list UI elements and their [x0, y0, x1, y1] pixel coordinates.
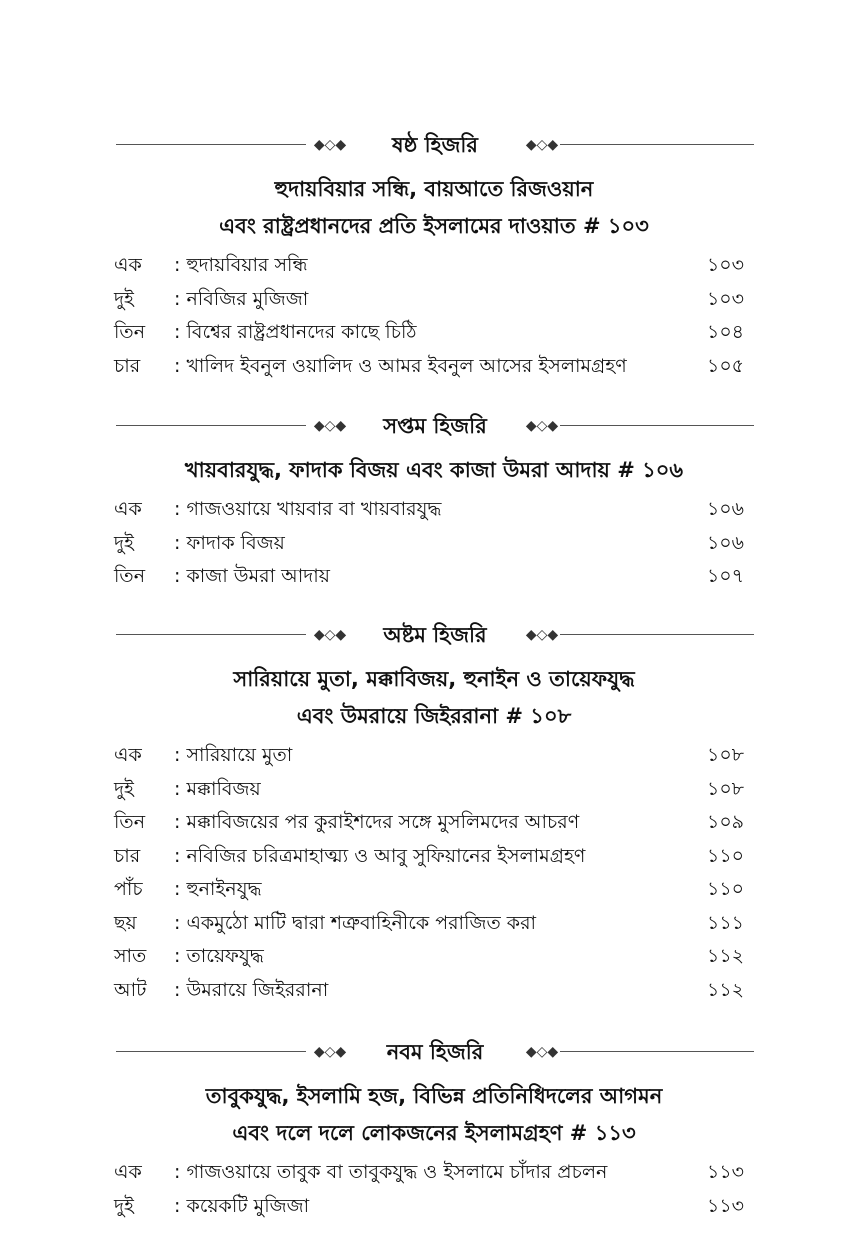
entry-number: এক	[114, 254, 142, 276]
section-seventh-hijri	[0, 410, 868, 594]
section-title: নবম হিজরি	[386, 1040, 484, 1064]
section-heading-line: সারিয়ায়ে মুতা, মক্কাবিজয়, হুনাইন ও তায়েফযুদ্ধ	[233, 667, 635, 691]
divider-rule-right	[560, 425, 754, 426]
section-divider	[0, 129, 868, 161]
entry-title: : তায়েফযুদ্ধ	[174, 945, 264, 967]
entry-title: : কাজা উমরা আদায়	[174, 565, 330, 587]
entry-title: : একমুঠো মাটি দ্বারা শত্রুবাহিনীকে পরাজিত করা	[174, 911, 537, 934]
section-heading-line: এবং দলে দলে লোকজনের ইসলামগ্রহণ # ১১৩	[232, 1121, 636, 1145]
toc-entry[interactable]	[0, 493, 868, 527]
entry-number: তিন	[114, 321, 146, 343]
entry-title: : নবিজির মুজিজা	[174, 287, 309, 310]
entry-number: তিন	[114, 565, 146, 587]
diamond-ornament-icon: ◆◇◆	[525, 418, 559, 434]
toc-entry[interactable]	[0, 873, 868, 907]
entry-title: : ফাদাক বিজয়	[174, 531, 285, 554]
divider-rule-right	[560, 634, 754, 635]
toc-entry[interactable]	[0, 739, 868, 773]
toc-entry[interactable]	[0, 316, 868, 350]
entry-title: : মক্কাবিজয়ের পর কুরাইশদের সঙ্গে মুসলিমদের আচরণ	[174, 811, 580, 833]
entry-title: : গাজওয়ায়ে খায়বার বা খায়বারযুদ্ধ	[174, 498, 442, 520]
entry-number: দুই	[114, 777, 134, 800]
section-divider	[0, 410, 868, 442]
entry-page: ১১২	[706, 945, 744, 967]
entry-title: : মক্কাবিজয়	[174, 777, 261, 800]
entry-title: : নবিজির চরিত্রমাহাত্ম্য ও আবু সুফিয়ানের ইসলামগ্রহণ	[174, 844, 586, 867]
diamond-ornament-icon: ◆◇◆	[525, 1044, 559, 1060]
toc-entry[interactable]	[0, 840, 868, 874]
entry-number: আট	[114, 978, 147, 1001]
toc-entry[interactable]	[0, 773, 868, 807]
entry-page: ১০৩	[706, 287, 744, 310]
divider-rule-left	[116, 1051, 306, 1052]
section-divider	[0, 619, 868, 651]
section-eighth-hijri	[0, 619, 868, 1007]
diamond-ornament-icon: ◆◇◆	[525, 137, 559, 153]
entry-page: ১১০	[706, 878, 744, 900]
section-heading-line: হুদায়বিয়ার সন্ধি, বায়আতে রিজওয়ান	[274, 177, 594, 201]
entry-title: : হুদায়বিয়ার সন্ধি	[174, 254, 308, 276]
entry-page: ১১০	[706, 844, 744, 867]
section-title: অষ্টম হিজরি	[383, 623, 487, 647]
entry-number: সাত	[114, 945, 147, 967]
entry-number: চার	[114, 844, 141, 867]
toc-entry[interactable]	[0, 1190, 868, 1224]
diamond-ornament-icon: ◆◇◆	[313, 418, 347, 434]
toc-entry[interactable]	[0, 1156, 868, 1190]
entry-page: ১০৬	[706, 531, 744, 554]
entry-number: এক	[114, 498, 142, 520]
entry-number: পাঁচ	[114, 878, 143, 900]
toc-entry[interactable]	[0, 974, 868, 1008]
entry-page: ১১৩	[706, 1161, 744, 1183]
entry-page: ১০৮	[706, 777, 744, 800]
section-divider	[0, 1036, 868, 1068]
divider-rule-left	[116, 144, 306, 145]
entry-page: ১০৯	[706, 811, 744, 833]
toc-entry[interactable]	[0, 283, 868, 317]
entry-number: দুই	[114, 531, 134, 554]
diamond-ornament-icon: ◆◇◆	[313, 627, 347, 643]
section-title: সপ্তম হিজরি	[383, 414, 487, 438]
toc-entry[interactable]	[0, 350, 868, 384]
section-heading-line: এবং রাষ্ট্রপ্রধানদের প্রতি ইসলামের দাওয়াত # ১০৩	[219, 214, 649, 238]
toc-entry[interactable]	[0, 249, 868, 283]
toc-entry[interactable]	[0, 527, 868, 561]
toc-entry[interactable]	[0, 560, 868, 594]
section-sixth-hijri	[0, 129, 868, 383]
entry-number: এক	[114, 1161, 142, 1183]
toc-entry[interactable]	[0, 806, 868, 840]
entry-page: ১০৪	[706, 321, 744, 343]
divider-rule-right	[560, 144, 754, 145]
entry-page: ১০৩	[706, 254, 744, 276]
entry-number: চার	[114, 354, 141, 377]
section-heading-line: খায়বারযুদ্ধ, ফাদাক বিজয় এবং কাজা উমরা আদায় # ১০৬	[184, 458, 684, 482]
entry-title: : খালিদ ইবনুল ওয়ালিদ ও আমর ইবনুল আসের ইসলামগ্রহণ	[174, 354, 627, 377]
divider-rule-left	[116, 634, 306, 635]
entry-title: : হুনাইনযুদ্ধ	[174, 878, 262, 900]
entry-title: : উমরায়ে জিইররানা	[174, 978, 329, 1001]
entry-title: : সারিয়ায়ে মুতা	[174, 744, 293, 766]
toc-entry[interactable]	[0, 940, 868, 974]
entry-page: ১১২	[706, 978, 744, 1001]
diamond-ornament-icon: ◆◇◆	[313, 1044, 347, 1060]
entry-page: ১০৭	[706, 565, 744, 587]
entry-number: দুই	[114, 287, 134, 310]
entry-page: ১১৩	[706, 1194, 744, 1217]
entry-page: ১০৫	[706, 354, 744, 377]
entry-page: ১০৬	[706, 498, 744, 520]
entry-page: ১০৮	[706, 744, 744, 766]
divider-rule-left	[116, 425, 306, 426]
entry-title: : বিশ্বের রাষ্ট্রপ্রধানদের কাছে চিঠি	[174, 321, 417, 343]
section-title: ষষ্ঠ হিজরি	[392, 133, 478, 157]
divider-rule-right	[560, 1051, 754, 1052]
section-heading-line: এবং উমরায়ে জিইররানা # ১০৮	[296, 704, 572, 728]
entry-number: ছয়	[114, 911, 137, 934]
entry-title: : কয়েকটি মুজিজা	[174, 1194, 310, 1217]
entry-page: ১১১	[707, 911, 744, 934]
entry-number: এক	[114, 744, 142, 766]
toc-entry[interactable]	[0, 907, 868, 941]
section-heading-line: তাবুকযুদ্ধ, ইসলামি হজ, বিভিন্ন প্রতিনিধিদলের আগমন	[205, 1084, 663, 1108]
diamond-ornament-icon: ◆◇◆	[525, 627, 559, 643]
section-ninth-hijri	[0, 1036, 868, 1223]
entry-number: দুই	[114, 1194, 134, 1217]
entry-title: : গাজওয়ায়ে তাবুক বা তাবুকযুদ্ধ ও ইসলামে চাঁদার প্রচলন	[174, 1161, 608, 1183]
entry-number: তিন	[114, 811, 146, 833]
diamond-ornament-icon: ◆◇◆	[313, 137, 347, 153]
